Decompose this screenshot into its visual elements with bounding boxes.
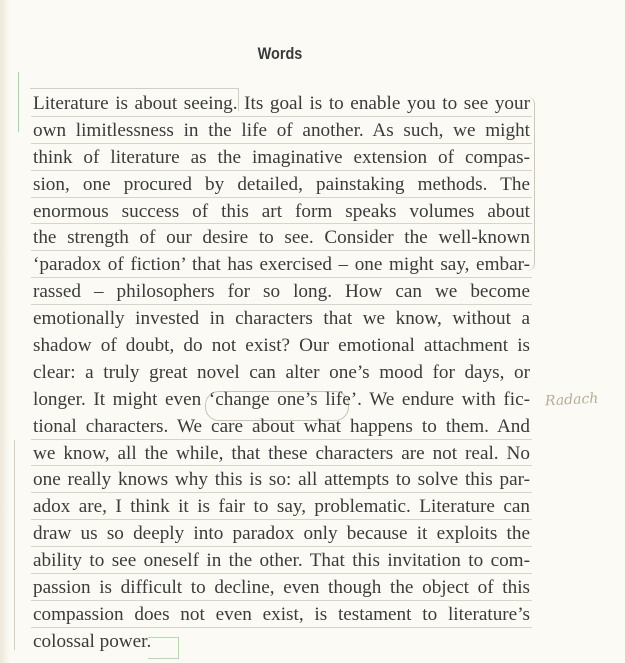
text-line: passion is difficult to decline, even though the object of this bbox=[33, 575, 530, 602]
text-line: shadow of doubt, do not exist? Our emotional attachment is bbox=[33, 335, 530, 357]
text-line: longer. It might even ‘change one’s life’. We endure with fic- bbox=[33, 388, 530, 410]
text-line: clear: a truly great novel can alter one’s mood for days, or bbox=[33, 361, 530, 383]
text-line: the strength of our desire to see. Consider the well-known bbox=[33, 225, 530, 252]
text-line: ‘paradox of fiction’ that has exercised – one might say, embar- bbox=[33, 252, 530, 279]
text-line: ability to see oneself in the other. That this invitation to com- bbox=[33, 548, 530, 575]
text-line: colossal power. bbox=[33, 630, 152, 652]
text-line: tional characters. We care about what happens to them. And bbox=[33, 414, 530, 441]
text-line: enormous success of this art form speaks volumes about bbox=[33, 199, 530, 226]
page-title: Words bbox=[257, 44, 303, 63]
text-line: Literature is about seeing. Its goal is to enable you to see your bbox=[33, 91, 530, 118]
text-line: draw us so deeply into paradox only because it exploits the bbox=[33, 521, 530, 548]
page-edge-shadow bbox=[0, 0, 10, 663]
text-line: emotionally invested in characters that we know, without a bbox=[33, 308, 530, 330]
green-margin-mark-bottom bbox=[14, 440, 15, 650]
text-line: sion, one procured by detailed, painstaking methods. The bbox=[33, 172, 530, 199]
text-line: adox are, I think it is fair to say, problematic. Literature can bbox=[33, 494, 530, 521]
text-line: one really knows why this is so: all attempts to solve this par- bbox=[33, 467, 530, 494]
handwritten-margin-note: Radach bbox=[544, 390, 599, 410]
green-margin-mark-top bbox=[18, 72, 19, 132]
text-line: compassion does not even exist, is testament to literature’s bbox=[33, 602, 530, 629]
text-line: own limitlessness in the life of another. As such, we might bbox=[33, 118, 530, 145]
text-line: think of literature as the imaginative extension of compas- bbox=[33, 145, 530, 172]
text-line: rassed – philosophers for so long. How can we become bbox=[33, 279, 530, 306]
text-line: we know, all the while, that these characters are not real. No bbox=[33, 441, 530, 468]
body-paragraph bbox=[33, 91, 530, 656]
